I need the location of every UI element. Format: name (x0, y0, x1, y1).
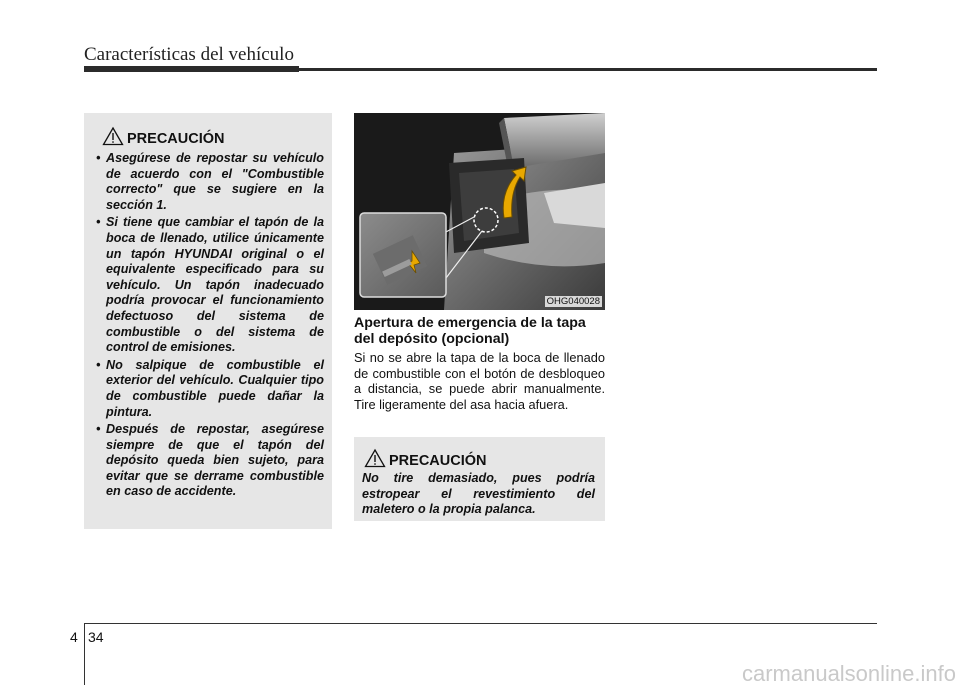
bullet: • (96, 151, 101, 165)
section-title: Apertura de emergencia de la tapa del depósito (opcional) (354, 315, 586, 347)
caution-item: • Asegúrese de repostar su vehículo de acuerdo con el "Combustible correcto" que se sugiere en la sección 1. (96, 151, 324, 212)
header-rule (84, 68, 877, 71)
footer-divider (84, 623, 85, 685)
caution-item: • Después de repostar, asegúrese siempre de que el tapón del depósito queda bien sujeto, para evitar que se derrame combustible en caso de accidente. (96, 422, 324, 499)
caution-list (92, 151, 324, 500)
bullet: • (96, 215, 101, 230)
figure-code-label: OHG040028 (546, 296, 600, 307)
caution-heading (102, 125, 324, 147)
warning-triangle-icon (102, 126, 124, 146)
trunk-fuel-release-illustration-icon (354, 113, 605, 310)
warning-triangle-icon (364, 448, 386, 468)
caution-title: PRECAUCIÓN (127, 131, 225, 147)
bullet: • (96, 357, 101, 372)
caution-item: • No salpique de combustible el exterior del vehículo. Cualquier tipo de combustible puede dañar la pintura. (96, 357, 324, 419)
page-number: 34 (88, 629, 104, 645)
caution-box-right (354, 437, 605, 521)
page-header-title: Características del vehículo (84, 44, 294, 65)
caution-title: PRECAUCIÓN (389, 453, 487, 469)
caution-text: No tire demasiado, pues podría estropear el revestimiento del maletero o la propia palanca. (362, 471, 595, 517)
caution-item: • Si tiene que cambiar el tapón de la boca de llenado, utilice únicamente un tapón HYUNDAI original o el equivalente especificado para su vehículo. Un tapón inadecuado podría provocar el funcionamiento defectuoso del sistema de combustible o del sistema de control de emisiones. (96, 215, 324, 355)
chapter-number: 4 (70, 629, 78, 645)
section-body: Si no se abre la tapa de la boca de llenado de combustible con el botón de desbloqueo a distancia, se puede abrir manualmente. Tire ligeramente del asa hacia afuera. (354, 350, 605, 412)
watermark: carmanualsonline.info (741, 661, 956, 686)
bullet: • (96, 422, 101, 437)
caution-heading (364, 447, 599, 469)
caution-box-left (84, 113, 332, 529)
figure-trunk-fuel-release (354, 113, 605, 310)
footer-rule (84, 623, 877, 624)
